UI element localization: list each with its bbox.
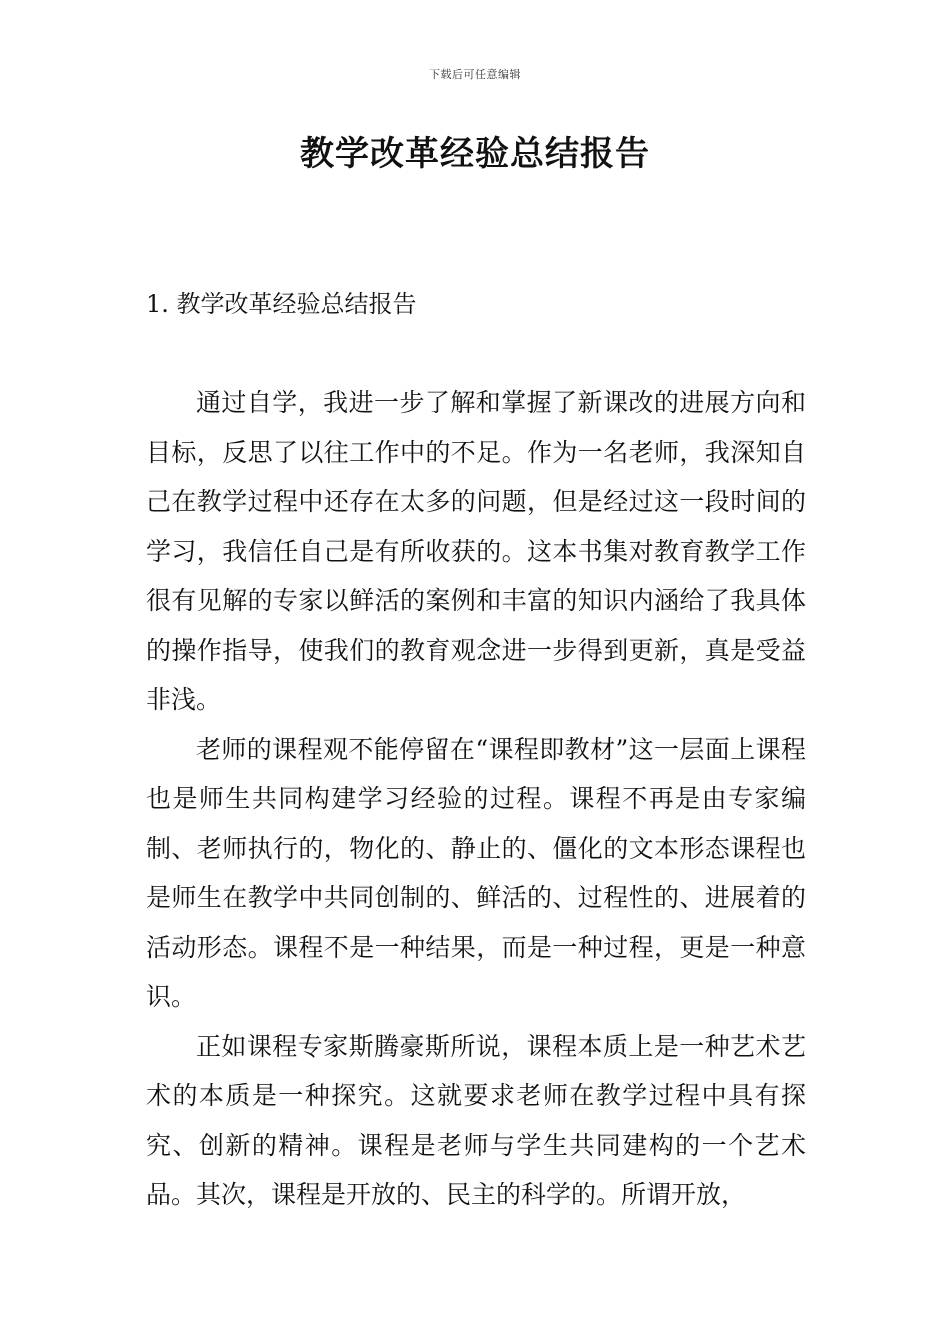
document-title: 教学改革经验总结报告 (300, 134, 650, 174)
paragraph-2: 老师的课程观不能停留在“课程即教材”这一层面上课程也是师生共同构建学习经验的过程。课程不再是由专家编制、老师执行的，物化的、静止的、僵化的文本形态课程也是师生在教学中共同创制的、鲜活的、过程性的、进展着的活动形态。课程不是一种结果，而是一种过程，更是一种意识。 (146, 734, 806, 1011)
section-heading: 1. 教学改革经验总结报告 (146, 290, 417, 318)
header-note: 下载后可任意编辑 (429, 68, 521, 81)
paragraph-1: 通过自学，我进一步了解和掌握了新课改的进展方向和目标，反思了以往工作中的不足。作为一名老师，我深知自己在教学过程中还存在太多的问题，但是经过这一段时间的学习，我信任自己是有所收获的。这本书集对教育教学工作很有见解的专家以鲜活的案例和丰富的知识内涵给了我具体的操作指导，使我们的教育观念进一步得到更新，真是受益非浅。 (146, 388, 806, 714)
body-text (146, 378, 806, 1220)
paragraph-3: 正如课程专家斯腾豪斯所说，课程本质上是一种艺术艺术的本质是一种探究。这就要求老师在教学过程中具有探究、创新的精神。课程是老师与学生共同建构的一个艺术品。其次，课程是开放的、民主的科学的。所谓开放， (146, 1031, 806, 1209)
